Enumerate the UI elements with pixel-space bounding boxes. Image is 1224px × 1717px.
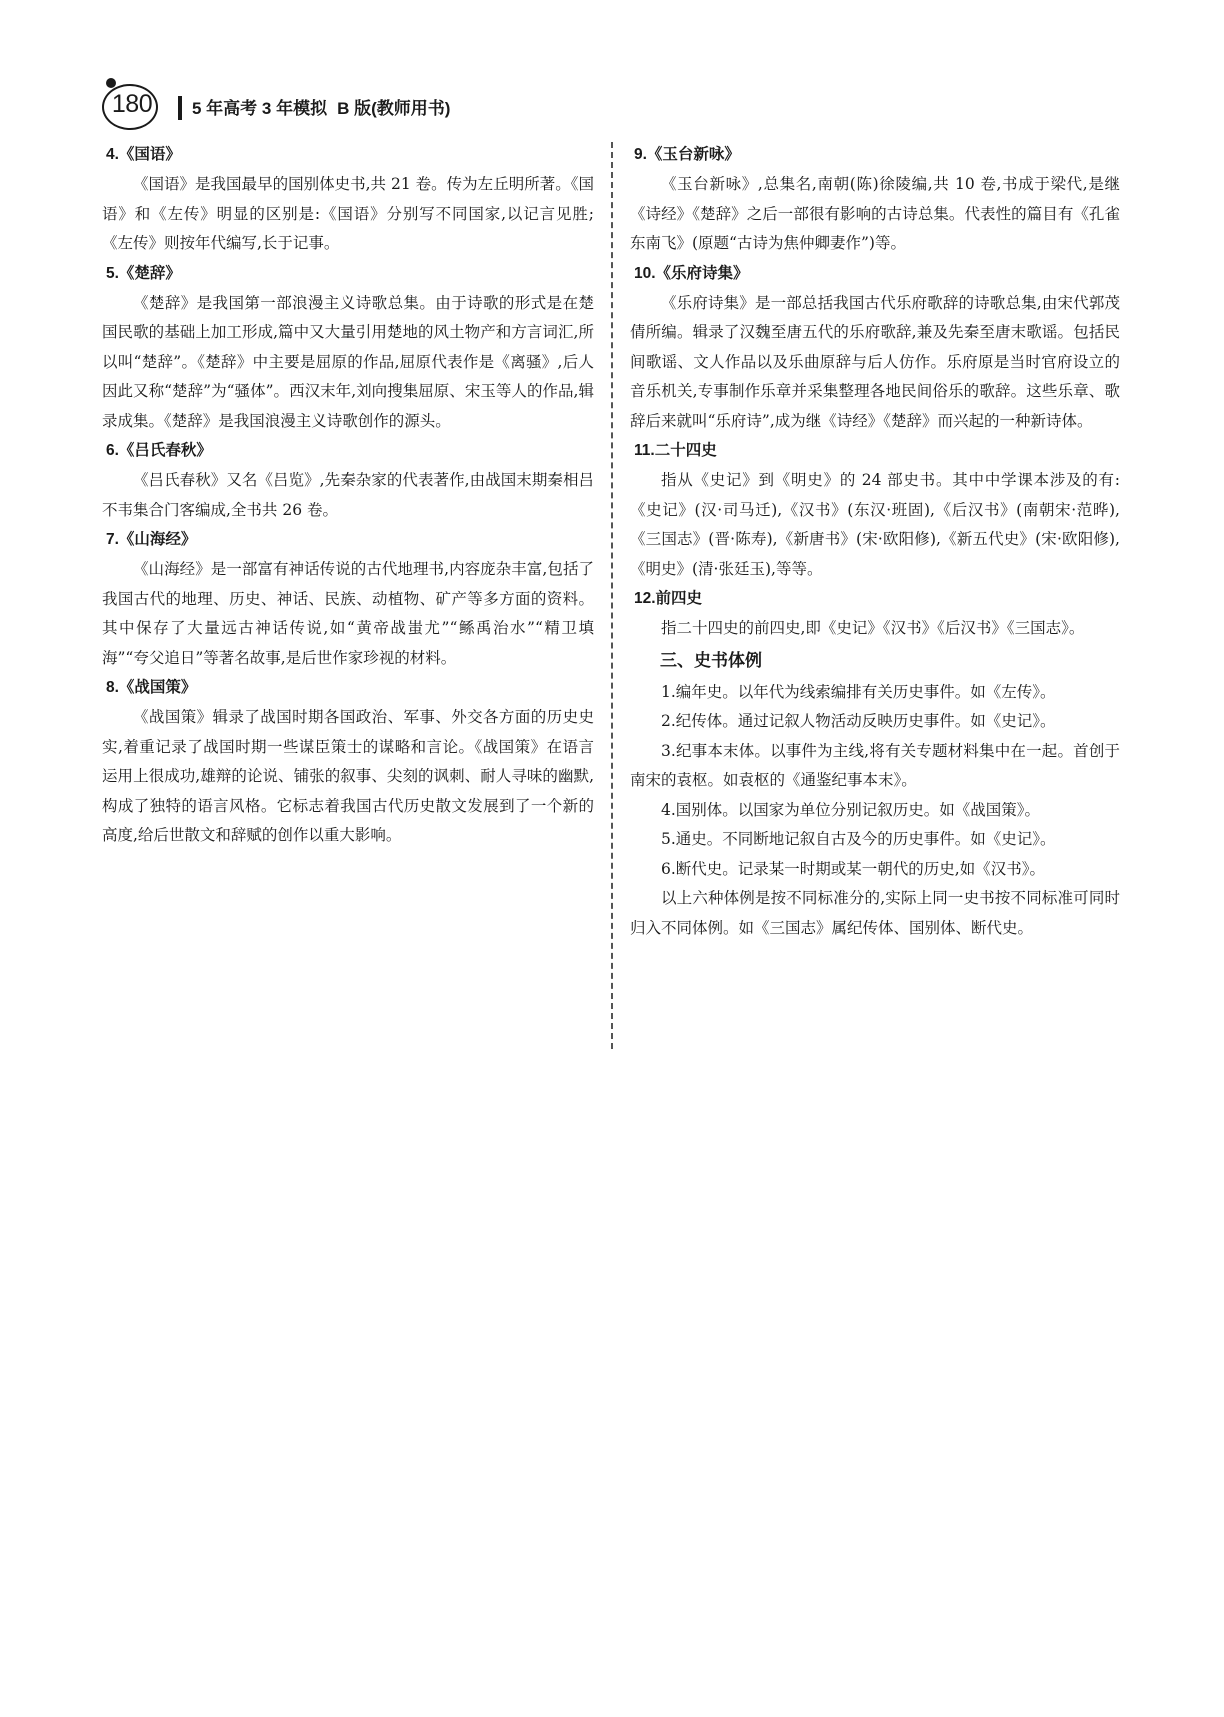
section-body-shanhaijing: 《山海经》是一部富有神话传说的古代地理书,内容庞杂丰富,包括了我国古代的地理、历史、神话、民族、动植物、矿产等多方面的资料。其中保存了大量远古神话传说,如“黄帝战蚩尤”“鲧禹治水”“精卫填海”“夸父追日”等著名故事,是后世作家珍视的材料。 [102,560,594,667]
list-item: 4.国别体。以国家为单位分别记叙历史。如《战国策》。 [661,800,1041,819]
page-number: 180 [111,90,153,118]
section-title-chuci: 5.《楚辞》 [106,264,181,282]
list-item: 6.断代史。记录某一时期或某一朝代的历史,如《汉书》。 [661,859,1045,878]
left-column [102,140,594,851]
book-edition: B 版(教师用书) [337,99,451,118]
section-body-chuci: 《楚辞》是我国第一部浪漫主义诗歌总集。由于诗歌的形式是在楚国民歌的基础上加工形成,篇中又大量引用楚地的风土物产和方言词汇,所以叫“楚辞”。《楚辞》中主要是屈原的作品,屈原代表作是《离骚》,后人因此又称“楚辞”为“骚体”。西汉末年,刘向搜集屈原、宋玉等人的作品,辑录成集。《楚辞》是我国浪漫主义诗歌创作的源头。 [102,293,594,430]
section-title-qiansishi: 12.前四史 [634,590,703,607]
right-column [630,140,1120,943]
genres-summary: 以上六种体例是按不同标准分的,实际上同一史书按不同标准可同时归入不同体例。如《三国志》属纪传体、国别体、断代史。 [630,889,1120,937]
book-title-main: 5 年高考 3 年模拟 [192,99,328,118]
section-title-yutaixinyong: 9.《玉台新咏》 [634,146,740,163]
part-heading-history-genres: 三、史书体例 [660,650,762,670]
section-title-yuefushiji: 10.《乐府诗集》 [634,264,749,282]
section-body-yutaixinyong: 《玉台新咏》,总集名,南朝(陈)徐陵编,共 10 卷,书成于梁代,是继《诗经》《楚辞》之后一部很有影响的古诗总集。代表性的篇目有《孔雀东南飞》(原题“古诗为焦仲卿妻作”)等。 [630,175,1120,252]
section-body-guoyu: 《国语》是我国最早的国别体史书,共 21 卷。传为左丘明所著。《国语》和《左传》明显的区别是:《国语》分别写不同国家,以记言见胜;《左传》则按年代编写,长于记事。 [102,175,594,252]
section-body-ershisishi: 指从《史记》到《明史》的 24 部史书。其中中学课本涉及的有:《史记》(汉·司马迁),《汉书》(东汉·班固),《后汉书》(南朝宋·范晔),《三国志》(晋·陈寿),《新唐书》(宋·欧阳修),《新五代史》(宋·欧阳修),《明史》(清·张廷玉),等等。 [630,471,1120,578]
section-body-qiansishi: 指二十四史的前四史,即《史记》《汉书》《后汉书》《三国志》。 [661,619,1085,637]
book-title [192,94,450,119]
header-divider-bar [178,96,182,120]
section-body-yuefushiji: 《乐府诗集》是一部总括我国古代乐府歌辞的诗歌总集,由宋代郭茂倩所编。辑录了汉魏至唐五代的乐府歌辞,兼及先秦至唐末歌谣。包括民间歌谣、文人作品以及乐曲原辞与后人仿作。乐府原是当时官府设立的音乐机关,专事制作乐章并采集整理各地民间俗乐的歌辞。这些乐章、歌辞后来就叫“乐府诗”,成为继《诗经》《楚辞》而兴起的一种新诗体。 [630,293,1120,430]
page-header [102,80,662,136]
section-body-lvshichunqiu: 《吕氏春秋》又名《吕览》,先秦杂家的代表著作,由战国末期秦相吕不韦集合门客编成,全书共 26 卷。 [102,471,594,519]
section-title-shanhaijing: 7.《山海经》 [106,531,197,548]
section-body-zhanguoce: 《战国策》辑录了战国时期各国政治、军事、外交各方面的历史史实,着重记录了战国时期一些谋臣策士的谋略和言论。《战国策》在语言运用上很成功,雄辩的论说、铺张的叙事、尖刻的讽刺、耐人寻味的幽默,构成了独特的语言风格。它标志着我国古代历史散文发展到了一个新的高度,给后世散文和辞赋的创作以重大影响。 [102,708,594,844]
list-item: 1.编年史。以年代为线索编排有关历史事件。如《左传》。 [661,682,1056,701]
section-title-zhanguoce: 8.《战国策》 [106,679,197,696]
list-item: 2.纪传体。通过记叙人物活动反映历史事件。如《史记》。 [661,712,1056,730]
column-divider [611,142,613,1049]
section-title-ershisishi: 11.二十四史 [634,442,717,459]
section-title-guoyu: 4.《国语》 [106,146,181,163]
list-item: 3.纪事本末体。以事件为主线,将有关专题材料集中在一起。首创于南宋的袁枢。如袁枢的《通鉴纪事本末》。 [630,741,1120,789]
list-item: 5.通史。不同断地记叙自古及今的历史事件。如《史记》。 [661,830,1056,848]
bullet-dot-icon [106,78,116,88]
section-title-lvshichunqiu: 6.《吕氏春秋》 [106,442,212,459]
